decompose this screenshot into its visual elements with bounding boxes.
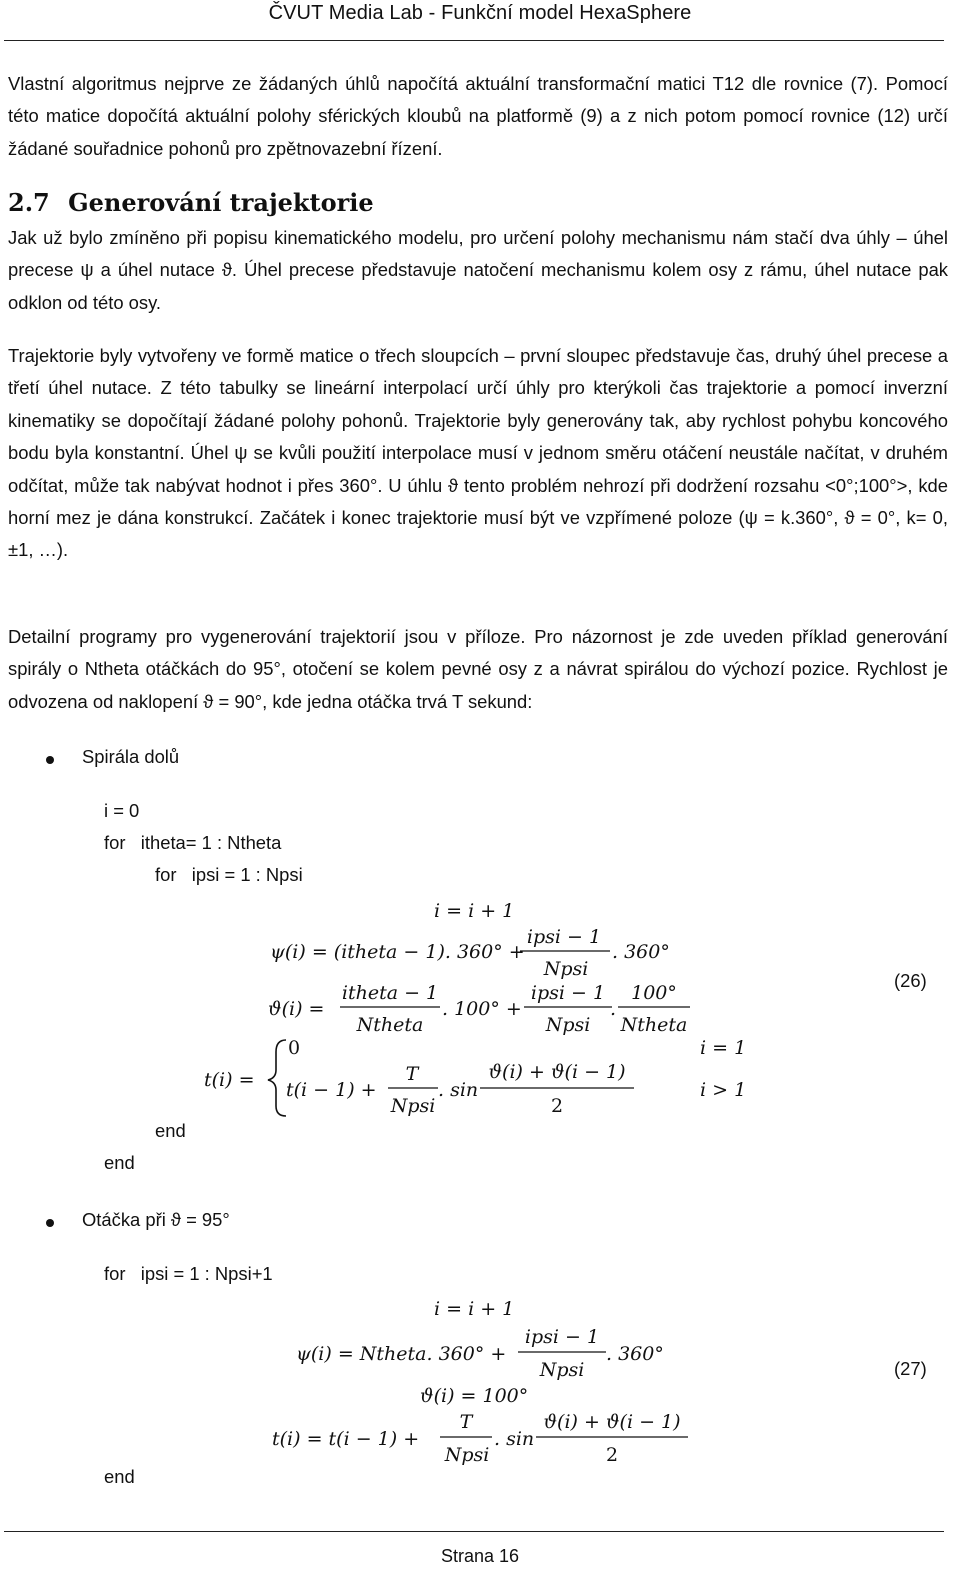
eq27-t-lhs: t(i) = t(i − 1) + [272, 1428, 420, 1450]
eq27-psi-tail: . 360° [606, 1343, 664, 1365]
eq26-theta-f2-numerator: ipsi − 1 [530, 982, 606, 1004]
eq26-t-lhs: t(i) = [204, 1069, 255, 1091]
eq26-case2-sin-numerator: ϑ(i) + ϑ(i − 1) [488, 1061, 626, 1083]
equation-27 [260, 1290, 720, 1470]
code-line-init: i = 0 [104, 800, 140, 821]
intro-paragraph: Vlastní algoritmus nejprve ze žádaných úhlů napočítá aktuální transformační matici T12 dle rovnice (7). Pomocí této matice dopočítá aktuální polohy sférických kloubů na platformě (9) a z nich potom pomocí rovnice (12) určí žádané souřadnice pohonů pro zpětnovazební řízení. [8, 73, 948, 159]
eq26-theta-f2-denominator: Npsi [545, 1014, 591, 1036]
paragraph-trajectories: Trajektorie byly vytvořeny ve formě matice o třech sloupcích – první sloupec představuje čas, druhý úhel precese a třetí úhel nutace. Z této tabulky se lineární interpolací určí úhly pro kterýkoli čas trajektorie a pomocí inverzní kinematiky se dopočítají žádané polohy pohonů. Trajektorie byly generovány tak, aby rychlost pohybu koncového bodu byla konstantní. Úhel ψ se kvůli použití interpolace musí v jednom směru otáčení neustále načítat, v druhém odčítat, může tak nabývat hodnot i přes 360°. U úhlu ϑ tento problém nehrozí při dodržení rozsahu <0°;100°>, kde horní mez je dána konstrukcí. Začátek i konec trajektorie musí být ve vzpřímené poloze (ψ = k.360°, ϑ = 0°, k= 0, ±1, …). [8, 345, 948, 561]
eq27-t-sin-denominator: 2 [605, 1444, 619, 1466]
paragraph-kinematics: Jak už bylo zmíněno při popisu kinematického modelu, pro určení polohy mechanismu nám stačí dva úhly – úhel precese ψ a úhel nutace ϑ. Úhel precese představuje natočení mechanismu kolem osy z rámu, úhel nutace pak odklon od této osy. [8, 227, 948, 313]
code-line-for-inner: for ipsi = 1 : Npsi [155, 864, 303, 885]
equation-number-26: (26) [894, 970, 927, 991]
eq27-t-fraction-denominator: Npsi [444, 1444, 490, 1466]
eq26-case2-sin-denominator: 2 [550, 1095, 564, 1117]
eq26-case2-sin: . sin [438, 1079, 479, 1101]
paragraph-programs: Detailní programy pro vygenerování trajektorií jsou v příloze. Pro názornost je zde uveden příklad generování spirály o Ntheta otáčkách do 95°, otočení se kolem pevné osy z a návrat spirálou do výchozí pozice. Rychlost je odvozena od naklopení ϑ = 90°, kde jedna otáčka trvá T sekund: [8, 626, 948, 712]
eq26-theta-f3-numerator: 100° [631, 982, 677, 1004]
header-divider [4, 40, 944, 41]
eq27-psi-fraction-numerator: ipsi − 1 [524, 1326, 600, 1348]
eq26-increment: i = i + 1 [434, 900, 515, 922]
bullet-point [46, 756, 54, 764]
eq26-case2-fraction-denominator: Npsi [390, 1095, 436, 1117]
code-line-end-outer: end [104, 1152, 135, 1173]
section-heading [8, 188, 374, 217]
eq26-theta-lhs: ϑ(i) = [268, 998, 325, 1020]
eq26-theta-f1-denominator: Ntheta [356, 1014, 424, 1036]
equation-26 [190, 890, 770, 1130]
section-title: Generování trajektorie [68, 188, 374, 217]
bullet-spiral-down-label: Spirála dolů [82, 746, 180, 767]
eq27-t-fraction-numerator: T [459, 1411, 473, 1433]
code-line-for-rotation: for ipsi = 1 : Npsi+1 [104, 1263, 273, 1284]
eq27-t-sin-numerator: ϑ(i) + ϑ(i − 1) [543, 1411, 681, 1433]
eq26-psi-fraction-denominator: Npsi [543, 958, 589, 980]
bullet-point [46, 1219, 54, 1227]
code-line-for-outer: for itheta= 1 : Ntheta [104, 832, 282, 853]
eq26-psi-tail: . 360° [612, 941, 670, 963]
eq27-increment: i = i + 1 [434, 1298, 515, 1320]
equation-number-27: (27) [894, 1358, 927, 1379]
section-number: 2.7 [8, 188, 50, 217]
eq27-psi-lhs: ψ(i) = Ntheta. 360° + [296, 1343, 507, 1365]
eq27-theta: ϑ(i) = 100° [420, 1385, 529, 1407]
eq26-case2-condition: i > 1 [700, 1079, 747, 1101]
eq26-case1-condition: i = 1 [700, 1037, 747, 1059]
eq26-case2-fraction-numerator: T [405, 1063, 419, 1085]
eq26-theta-f3-denominator: Ntheta [620, 1014, 688, 1036]
footer-divider [4, 1531, 944, 1532]
eq27-t-sin: . sin [494, 1428, 535, 1450]
eq26-case2-lhs: t(i − 1) + [286, 1079, 377, 1101]
eq26-psi-lhs: ψ(i) = (itheta − 1). 360° + [270, 941, 525, 963]
page-number: Strana 16 [440, 1546, 520, 1566]
eq26-theta-f1-numerator: itheta − 1 [341, 982, 439, 1004]
eq26-psi-fraction-numerator: ipsi − 1 [526, 926, 602, 948]
page-header-title: ČVUT Media Lab - Funkční model HexaSphere [268, 2, 692, 24]
bullet-rotation-label: Otáčka při ϑ = 95° [82, 1209, 230, 1230]
code-line-end-inner: end [155, 1120, 186, 1141]
eq27-psi-fraction-denominator: Npsi [539, 1359, 585, 1381]
eq26-theta-mid: . 100° + [442, 998, 522, 1020]
eq26-case1-value: 0 [288, 1037, 301, 1059]
eq26-theta-dot: . [610, 998, 617, 1020]
code-line-end-rotation: end [104, 1466, 135, 1487]
eq26-brace [268, 1040, 286, 1116]
